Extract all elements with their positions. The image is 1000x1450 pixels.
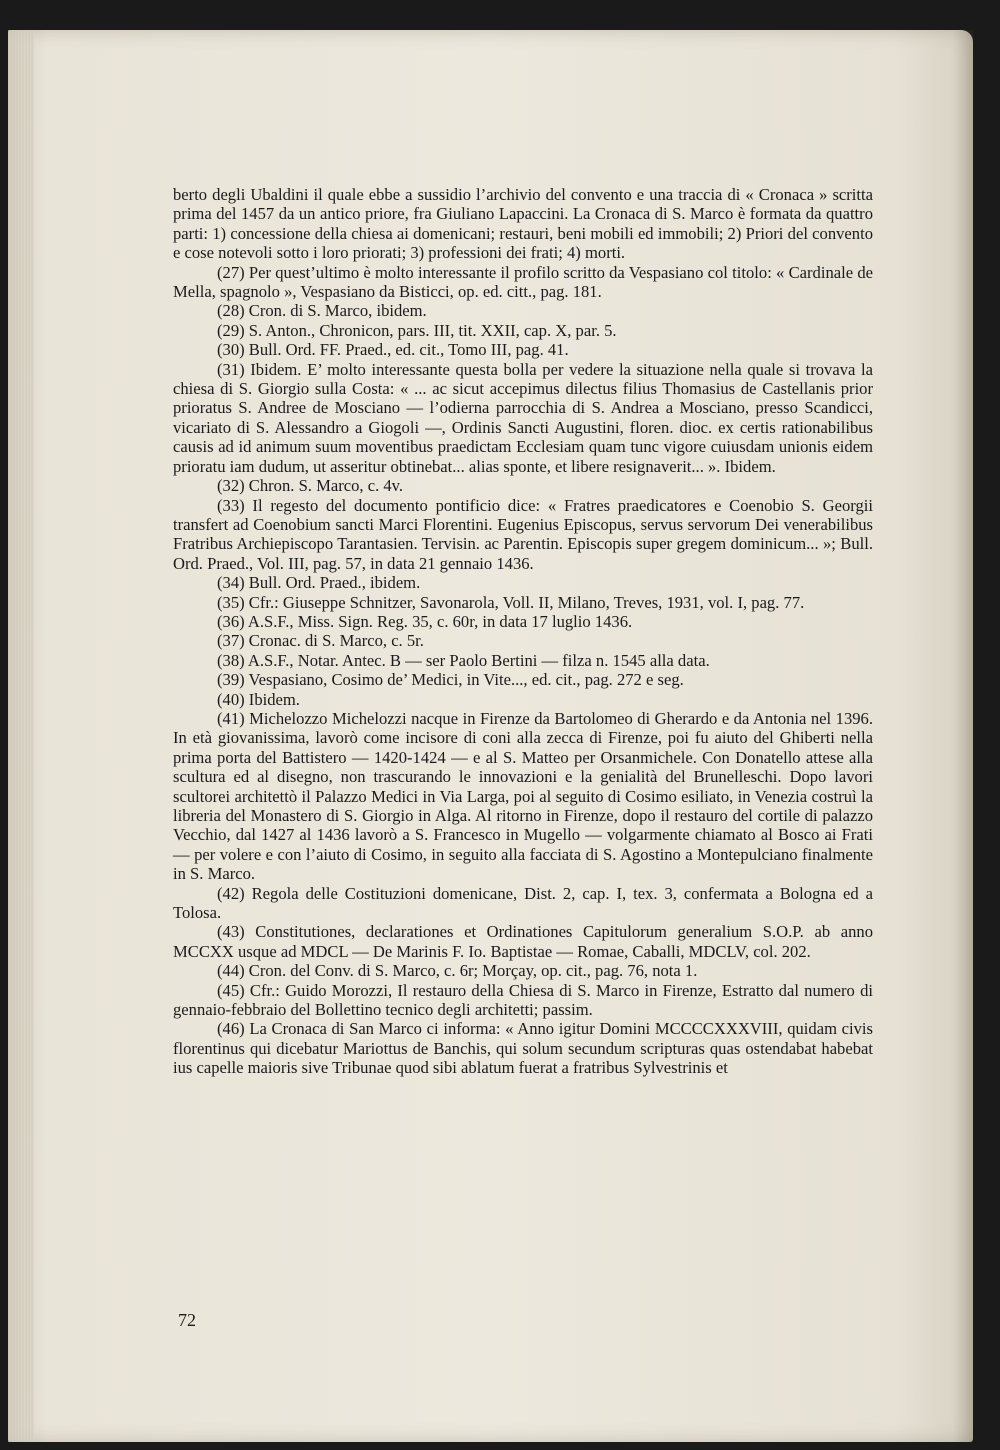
footnote-44: (44) Cron. del Conv. di S. Marco, c. 6r; Morçay, op. cit., pag. 76, nota 1.	[217, 961, 698, 981]
footnote-27: (27) Per quest’ultimo è molto interessante il profilo scritto da Vespasiano col titolo: « Cardinale de Mella, spagnolo », Vespasiano da Bisticci, op. ed. citt., pag. 181.	[173, 262, 873, 302]
footnote-41: (41) Michelozzo Michelozzi nacque in Firenze da Bartolomeo di Gherardo e da Antonia nel 1396. In età giovanissima, lavorò come incisore di coni alla zecca di Firenze, poi fu aiuto del Ghiberti nella prima porta del Battistero — 1420-1424 — e al S. Matteo per Orsanmichele. Con Donatello attese alla scultura ed al disegno, non trascurando le innovazioni e la genialità del Brunelleschi. Dopo lavori scultorei architettò il Palazzo Medici in Via Larga, poi al seguito di Cosimo esiliato, in Venezia costruì la libreria del Monastero di S. Giorgio in Alga. Al ritorno in Firenze, dopo il restauro del cortile di palazzo Vecchio, dal 1427 al 1436 lavorò a S. Francesco in Mugello — volgarmente chiamato al Bosco ai Frati — per volere e con l’aiuto di Cosimo, in seguito alla facciata di S. Agostino a Montepulciano finalmente in S. Marco.	[173, 708, 873, 884]
footnote-29: (29) S. Anton., Chronicon, pars. III, tit. XXII, cap. X, par. 5.	[217, 320, 617, 340]
footnote-45: (45) Cfr.: Guido Morozzi, Il restauro della Chiesa di S. Marco in Firenze, Estratto dal numero di gennaio-febbraio del Bollettino tecnico degli architetti; passim.	[173, 980, 873, 1020]
footnote-32: (32) Chron. S. Marco, c. 4v.	[217, 476, 404, 496]
footnote-31: (31) Ibidem. E’ molto interessante questa bolla per vedere la situazione nella quale si trovava la chiesa di S. Giorgio sulla Costa: « ... ac sicut accepimus dilectus filius Thomasius de Castellanis prior prioratus S. Andree de Mosciano — l’odierna parrocchia di S. Andrea a Mosciano, presso Scandicci, vicariato di S. Alessandro a Giogoli —, Ordinis Sancti Augustini, floren. dioc. ex certis rationabilibus causis ad id animum suum moventibus praedictam Ecclesiam quam tunc vigore cuiusdam unionis eidem prioratu iam dudum, ut asseritur obtinebat... alias sponte, et libere resignaverit... ». Ibidem.	[173, 359, 873, 476]
footnote-28: (28) Cron. di S. Marco, ibidem.	[217, 301, 427, 321]
page-gutter	[8, 30, 34, 1442]
footnote-40: (40) Ibidem.	[217, 689, 300, 709]
footnote-42: (42) Regola delle Costituzioni domenicane, Dist. 2, cap. I, tex. 3, confermata a Bologna ed a Tolosa.	[173, 883, 873, 923]
footnote-33: (33) Il regesto del documento pontificio dice: « Fratres praedicatores e Coenobio S. Georgii transfert ad Coenobium sancti Marci Florentini. Eugenius Episcopus, servus servorum Dei venerabilibus Fratribus Archiepiscopo Tarantasien. Tervisin. ac Parentin. Episcopis super gregem dominicum... »; Bull. Ord. Praed., Vol. III, pag. 57, in data 21 gennaio 1436.	[173, 495, 873, 573]
paragraph-continuation: berto degli Ubaldini il quale ebbe a sussidio l’archivio del convento e una traccia di « Cronaca » scritta prima del 1457 da un antico priore, fra Giuliano Lapaccini. La Cronaca di S. Marco è formata da quattro parti: 1) concessione della chiesa ai domenicani; restauri, beni mobili ed immobili; 2) Priori del convento e cose notevoli sotto i loro priorati; 3) professioni dei frati; 4) morti.	[173, 185, 873, 263]
footnote-38: (38) A.S.F., Notar. Antec. B — ser Paolo Bertini — filza n. 1545 alla data.	[217, 650, 710, 670]
footnote-37: (37) Cronac. di S. Marco, c. 5r.	[217, 631, 424, 651]
book-page	[8, 30, 973, 1442]
page-number: 72	[178, 1310, 196, 1330]
footnote-39: (39) Vespasiano, Cosimo de’ Medici, in Vite..., ed. cit., pag. 272 e seg.	[217, 670, 684, 690]
page-fore-edge	[953, 30, 973, 1442]
footnote-34: (34) Bull. Ord. Praed., ibidem.	[217, 573, 421, 593]
footnote-46: (46) La Cronaca di San Marco ci informa: « Anno igitur Domini MCCCCXXXVIII, quidam civis florentinus qui dicebatur Mariottus de Banchis, qui solum secundum scripturas quas ostendabat habebat ius capelle maioris sive Tribunae quod sibi ablatum fuerat a fratribus Sylvestrinis et	[173, 1019, 873, 1078]
footnote-36: (36) A.S.F., Miss. Sign. Reg. 35, c. 60r, in data 17 luglio 1436.	[217, 611, 633, 631]
footnote-30: (30) Bull. Ord. FF. Praed., ed. cit., Tomo III, pag. 41.	[217, 340, 569, 360]
footnote-43: (43) Constitutiones, declarationes et Ordinationes Capitulorum generalium S.O.P. ab anno MCCXX usque ad MDCL — De Marinis F. Io. Baptistae — Romae, Caballi, MDCLV, col. 202.	[173, 922, 873, 961]
footnotes-text-block	[173, 185, 873, 1078]
footnote-35: (35) Cfr.: Giuseppe Schnitzer, Savonarola, Voll. II, Milano, Treves, 1931, vol. I, pag. 77.	[217, 592, 805, 612]
